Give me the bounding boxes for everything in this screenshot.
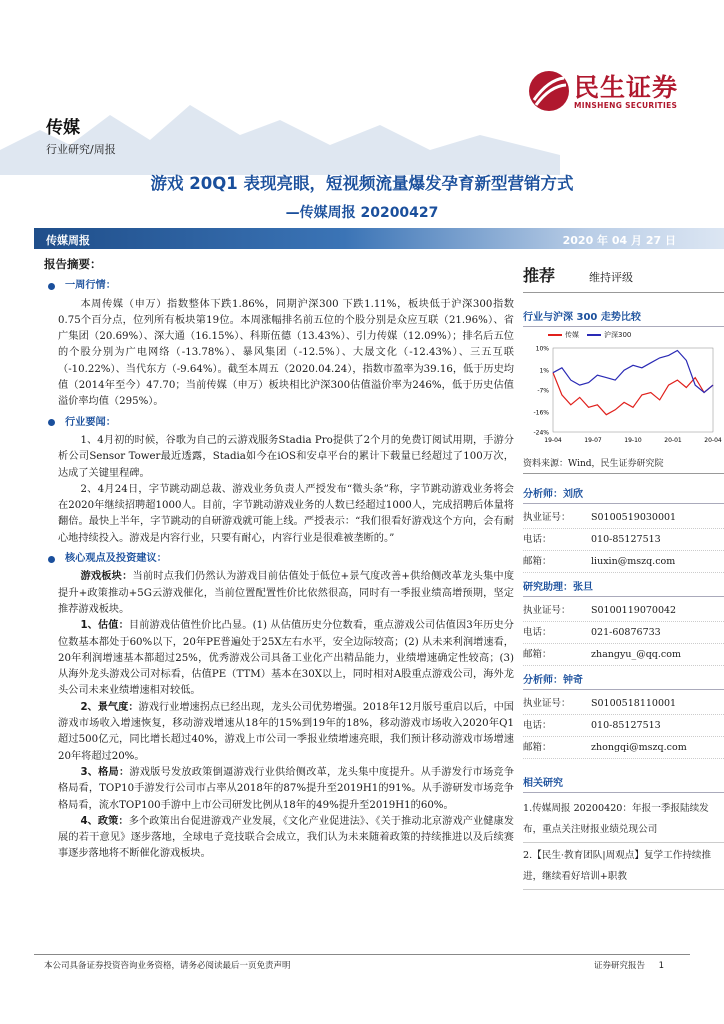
paragraph bbox=[58, 765, 514, 814]
related-title: 相关研究 bbox=[523, 769, 724, 793]
info-key: 执业证号： bbox=[523, 698, 571, 709]
mountain-background bbox=[0, 95, 560, 175]
info-row bbox=[523, 507, 724, 529]
info-key: 执业证号： bbox=[523, 512, 571, 523]
analyst-1-title: 分析师：刘欣 bbox=[523, 480, 724, 504]
legend-label: 传媒 bbox=[565, 331, 579, 339]
info-row bbox=[523, 622, 724, 644]
info-value: S0100519030001 bbox=[591, 512, 677, 523]
band-label: 传媒周报 bbox=[46, 234, 90, 247]
minsheng-logo-icon bbox=[528, 70, 570, 112]
info-value: S0100518110001 bbox=[591, 698, 677, 709]
paragraph bbox=[58, 569, 514, 618]
section-news-header bbox=[44, 415, 514, 431]
footer-right bbox=[594, 959, 664, 971]
analyst-2-title: 研究助理：张旦 bbox=[523, 573, 724, 597]
info-key: 电话： bbox=[523, 534, 552, 545]
footer-divider bbox=[34, 954, 690, 955]
recommendation: 推荐 bbox=[523, 266, 556, 285]
info-value: zhongqi@mszq.com bbox=[591, 742, 687, 753]
rating: 维持评级 bbox=[589, 271, 634, 284]
bullet-icon bbox=[48, 419, 55, 426]
report-title: 游戏 20Q1 表现亮眼，短视频流量爆发孕育新型营销方式 bbox=[150, 174, 574, 193]
y-tick-label: -24% bbox=[533, 429, 549, 437]
para-head: 1、估值： bbox=[80, 620, 129, 632]
y-tick-label: 10% bbox=[535, 345, 549, 353]
chart-legend bbox=[545, 330, 724, 340]
info-value: S0100119070042 bbox=[591, 605, 677, 616]
report-subtitle: —传媒周报 20200427 bbox=[285, 205, 439, 221]
page-number: 1 bbox=[658, 961, 664, 971]
analyst-3-info bbox=[523, 693, 724, 759]
info-key: 邮箱： bbox=[523, 742, 552, 753]
abstract-title: 报告摘要： bbox=[44, 257, 102, 271]
related-item[interactable]: 1.传媒周报 20200420：年报一季报陆续发布，重点关注财报业绩兑现公司 bbox=[523, 796, 724, 843]
paragraph bbox=[58, 814, 514, 863]
info-row bbox=[523, 644, 724, 666]
paragraph: 本周传媒（申万）指数整体下跌1.86%，同期沪深300 下跌1.11%，板块低于沪深300指数0.75个百分点，位列所有板块第19位。本周涨幅排名前五位的个股分别是众应互联（21.96%）、省广集团（20.69%）、深大通（16.15%）、科斯伍德（13.43%）、引力传媒（12.09%）；排名后五位的个股分别为广电网络（-13.78%）、暴风集团（-12.5%）、大晟文化（-12.43%）、三五互联（-10.22%）、当代东方（-9.64%）。截至本周五（2020.04.24），指数市盈率为39.16，低于历史均值（2014年至今）47.70；当前传媒（申万）板块相比沪深300估值溢价率为246%，低于历史估值溢价率均值（295%）。 bbox=[58, 298, 514, 408]
section-market-header bbox=[44, 278, 514, 294]
analyst-2-info bbox=[523, 600, 724, 666]
plot-frame bbox=[553, 348, 713, 432]
legend-label: 沪深300 bbox=[604, 331, 632, 339]
series-line-media bbox=[553, 373, 713, 415]
para-body: 多个政策出台促进游戏产业发展，《文化产业促进法》、《关于推动北京游戏产业健康发展的若干意见》逐步落地，全球电子竞技联合会成立，我们认为未来随着政策的持续推进以及后续赛事逐步落地将不断催化游戏板块。 bbox=[58, 815, 514, 860]
info-key: 邮箱： bbox=[523, 649, 552, 660]
para-body: 游戏版号发放政策倒逼游戏行业供给侧改革，龙头集中度提升。从手游发行市场竞争格局看，TOP10手游发行公司市占率从2018年的87%提升至2019H1的91%。从手游研发市场竞争格局看，流水TOP100手游中上市公司研发比例从18年的49%提升至2019H1的60%。 bbox=[58, 766, 515, 811]
sidebar bbox=[523, 260, 724, 890]
info-row bbox=[523, 600, 724, 622]
analyst-1-info bbox=[523, 507, 724, 573]
info-row bbox=[523, 715, 724, 737]
paragraph: 1、4月初的时候，谷歌为自己的云游戏服务Stadia Pro提供了2个月的免费订阅试用期，手游分析公司Sensor Tower最近透露，Stadia如今在iOS和安卓平台的累计下载量已经超过了100万次，达成了关键里程碑。 bbox=[58, 434, 514, 479]
para-head: 4、政策： bbox=[80, 815, 129, 827]
para-head: 2、景气度： bbox=[80, 701, 139, 713]
info-value: liuxin@mszq.com bbox=[591, 556, 676, 567]
section-title: 一周行情： bbox=[65, 280, 116, 292]
x-tick-label: 19-04 bbox=[544, 437, 562, 444]
info-value: 021-60876733 bbox=[591, 627, 661, 638]
analyst-3-title: 分析师：钟奇 bbox=[523, 666, 724, 690]
info-key: 电话： bbox=[523, 627, 552, 638]
section-views-header bbox=[44, 551, 514, 567]
para-body: 目前游戏估值性价比凸显。(1) 从估值历史分位数看，重点游戏公司估值因3年历史分位数基本都处于60%以下，20年PE普遍处于25X左右水平，安全边际较高；(2) 从未来利润增速看，20年利润增速基本都超过25%，优秀游戏公司具备工业化产出精品能力，业绩增速确定性较高；(3) 从海外龙头游戏公司对标看，估值PE（TTM）基本在30X以上，同时相对A股重点游戏公司，海外龙头公司未来业绩增速相对较低。 bbox=[58, 620, 514, 697]
bullet-icon bbox=[48, 556, 55, 563]
info-row bbox=[523, 737, 724, 759]
paragraph bbox=[58, 618, 514, 699]
y-tick-label: -16% bbox=[533, 409, 549, 417]
info-value: 010-85127513 bbox=[591, 720, 661, 731]
info-row bbox=[523, 693, 724, 715]
logo-english: MINSHENG SECURITIES bbox=[574, 101, 678, 110]
x-tick-label: 19-10 bbox=[624, 437, 642, 444]
rating-row bbox=[523, 260, 724, 293]
report-date: 2020 年 04 月 27 日 bbox=[562, 234, 676, 247]
paragraph bbox=[58, 700, 514, 765]
para-head: 游戏板块： bbox=[80, 571, 133, 583]
chart-title: 行业与沪深 300 走势比较 bbox=[523, 303, 724, 327]
disclaimer: 本公司具备证券投资咨询业务资格，请务必阅读最后一页免责声明 bbox=[44, 961, 291, 971]
logo-text: 民生证券 bbox=[574, 73, 679, 102]
info-value: zhangyu_@qq.com bbox=[591, 649, 681, 660]
para-body: 当前时点我们仍然认为游戏目前估值处于低位+景气度改善+供给侧改革龙头集中度提升+政策推动+5G云游戏催化，当前位置配置性价比依然很高，同时有一季报业绩高增预期，坚定推荐游戏板块。 bbox=[58, 571, 515, 615]
info-value: 010-85127513 bbox=[591, 534, 661, 545]
x-tick-label: 20-04 bbox=[704, 437, 722, 444]
info-key: 电话： bbox=[523, 720, 552, 731]
info-key: 邮箱： bbox=[523, 556, 552, 567]
info-key: 执业证号： bbox=[523, 605, 571, 616]
para-body: 游戏行业增速拐点已经出现，龙头公司优势增强。2018年12月版号重启以后，中国游戏市场收入增速恢复，移动游戏增速从18年的15%到19年的18%，移动游戏市场收入2020年Q1超过500亿元，同比增长超过40%，游戏上市公司一季报业绩增速亮眼，我们预计移动游戏市场增速20年将超过20%。 bbox=[58, 701, 514, 762]
series-line-csi300 bbox=[553, 351, 713, 393]
bullet-icon bbox=[48, 283, 55, 290]
section-title: 核心观点及投资建议： bbox=[65, 553, 167, 565]
y-tick-label: 1% bbox=[539, 367, 549, 375]
y-tick-label: -7% bbox=[537, 387, 549, 395]
x-tick-label: 19-07 bbox=[584, 437, 602, 444]
info-row bbox=[523, 529, 724, 551]
related-item[interactable]: 2.【民生·教育团队|周观点】复学工作持续推进，继续看好培训+职教 bbox=[523, 843, 724, 890]
paragraph: 2、4月24日，字节跳动副总裁、游戏业务负责人严授发布“微头条”称，字节跳动游戏业务将会在2020年继续招聘超1000人。目前，字节跳动游戏业务的人数已经超过1000人，完成招聘后体量将翻倍。最快上半年，字节跳动的自研游戏就可能上线。严授表示：“我们很看好游戏这个方向，会有耐心地持续投入。游戏是内容行业，只要有耐心，内容行业是很难被垄断的。” bbox=[58, 483, 514, 544]
footer-label: 证券研究报告 bbox=[594, 961, 646, 971]
info-row bbox=[523, 551, 724, 573]
report-summary bbox=[44, 256, 514, 863]
trend-chart bbox=[523, 340, 723, 450]
para-head: 3、格局： bbox=[80, 766, 130, 778]
legend-swatch bbox=[587, 334, 601, 336]
report-type: 行业研究/周报 bbox=[46, 143, 116, 156]
section-title: 传媒 bbox=[46, 118, 80, 138]
x-tick-label: 20-01 bbox=[664, 437, 682, 444]
chart-source: 资料来源：Wind，民生证券研究院 bbox=[523, 453, 724, 474]
legend-swatch bbox=[548, 334, 562, 336]
section-title: 行业要闻： bbox=[65, 416, 116, 428]
